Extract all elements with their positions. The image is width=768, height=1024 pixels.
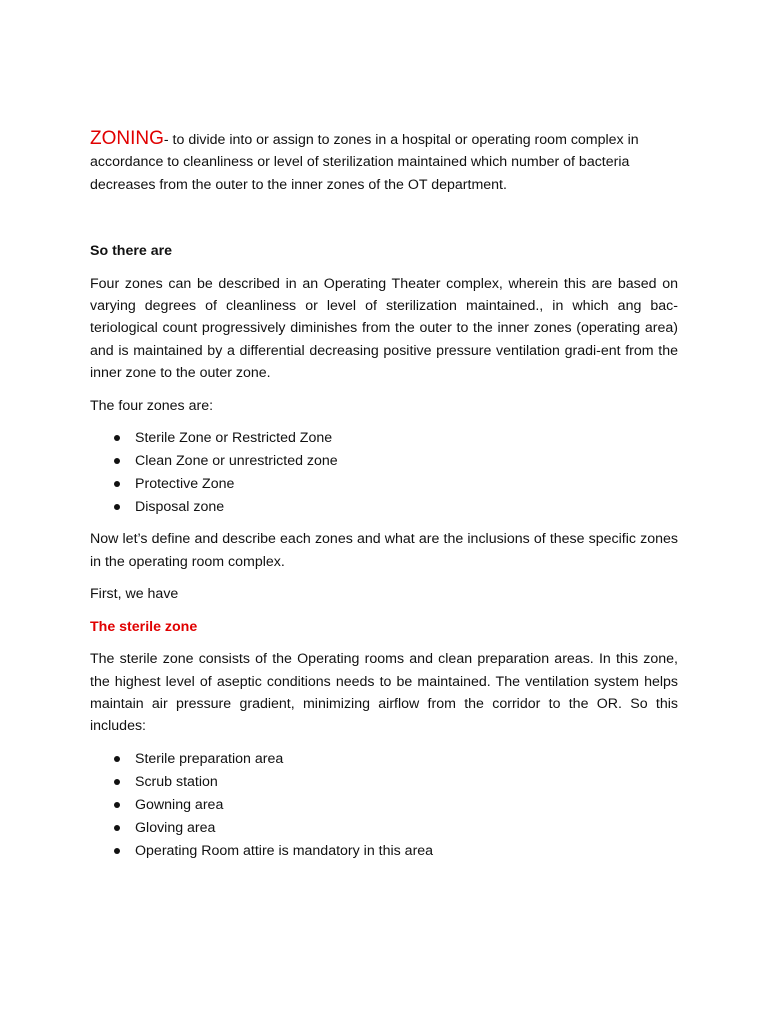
document-page (90, 128, 678, 863)
list-item (90, 748, 678, 770)
zones-list (90, 427, 678, 518)
list-item-text: Disposal zone (135, 499, 225, 516)
list-item-text: Gloving area (135, 819, 216, 836)
list-item (90, 817, 678, 839)
bullet-icon (114, 458, 120, 464)
bullet-icon (114, 504, 120, 510)
first-we-have: First, we have (90, 586, 179, 603)
define-paragraph: Now let’s define and describe each zones and what are the inclusions of these specific zones in the operating room complex. (90, 531, 678, 570)
bullet-icon (114, 779, 120, 785)
so-there-are-heading: So there are (90, 243, 173, 260)
list-item-text: Gowning area (135, 796, 224, 813)
sterile-items-list (90, 748, 678, 862)
zoning-term: ZONING (90, 128, 164, 149)
list-item (90, 794, 678, 816)
zoning-definition: - to divide into or assign to zones in a hospital or operating room complex in accordance to cleanliness or level of sterilization maintained which number of bacteria decreases from the outer to the inner zones of the OT department. (90, 132, 639, 193)
list-item (90, 840, 678, 862)
list-item (90, 450, 678, 472)
list-item-text: Protective Zone (135, 476, 235, 493)
list-item-text: Sterile Zone or Restricted Zone (135, 430, 333, 447)
list-item (90, 771, 678, 793)
list-item (90, 473, 678, 495)
list-item (90, 496, 678, 518)
bullet-icon (114, 802, 120, 808)
four-zones-paragraph: Four zones can be described in an Operating Theater complex, wherein this are based on varying degrees of cleanliness or level of sterilization maintained., in which ang bac-teriological count progressively diminishes from the outer to the inner zones (operating area) and is maintained by a differential decreasing positive pressure ventilation gradi-ent from the inner zone to the outer zone. (90, 275, 678, 382)
list-item-text: Operating Room attire is mandatory in this area (135, 842, 434, 859)
intro-paragraph (90, 128, 678, 196)
list-item-text: Scrub station (135, 773, 218, 790)
list-item-text: Clean Zone or unrestricted zone (135, 453, 338, 470)
bullet-icon (114, 435, 120, 441)
bullet-icon (114, 848, 120, 854)
bullet-icon (114, 825, 120, 831)
four-zones-intro: The four zones are: (90, 397, 214, 414)
bullet-icon (114, 481, 120, 487)
list-item (90, 427, 678, 449)
bullet-icon (114, 756, 120, 762)
sterile-zone-paragraph: The sterile zone consists of the Operating rooms and clean preparation areas. In this zone, the highest level of aseptic conditions needs to be maintained. The ventilation system helps maintain air pressure gradient, minimizing airflow from the corridor to the OR. So this includes: (90, 651, 678, 735)
list-item-text: Sterile preparation area (135, 750, 284, 767)
sterile-zone-heading: The sterile zone (90, 618, 198, 635)
